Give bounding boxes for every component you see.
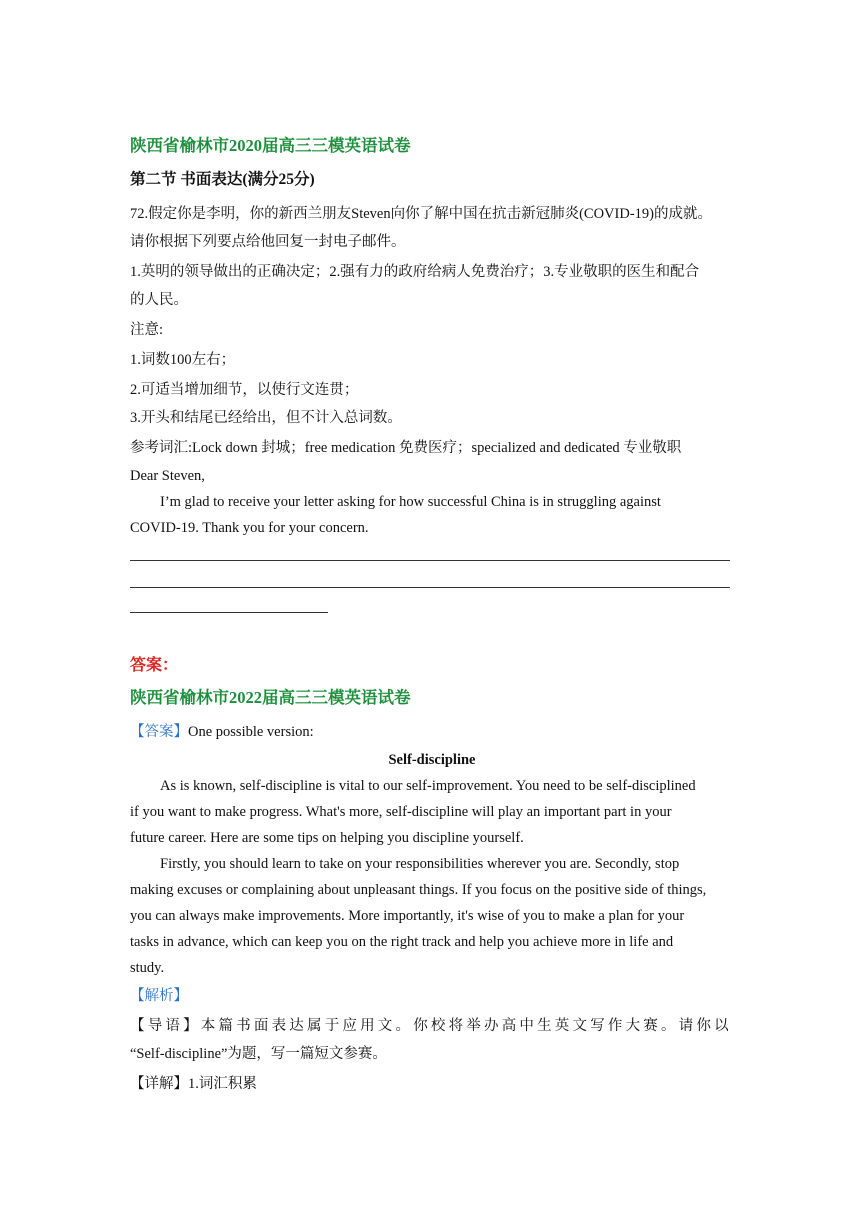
note-item: 2.可适当增加细节，以使行文连贯； xyxy=(130,382,359,398)
prompt-line: 请你根据下列要点给他回复一封电子邮件。 xyxy=(130,234,406,250)
answer-blank-line xyxy=(130,612,328,613)
answer-exam-title: 陕西省榆林市2022届高三三模英语试卷 xyxy=(130,688,411,707)
note-item: 3.开头和结尾已经给出，但不计入总词数。 xyxy=(130,410,402,426)
essay-line: future career. Here are some tips on helping you discipline yourself. xyxy=(130,830,524,846)
exam-title: 陕西省榆林市2020届高三三模英语试卷 xyxy=(130,136,411,155)
points-line: 1.英明的领导做出的正确决定；2.强有力的政府给病人免费治疗；3.专业敬职的医生和配合 xyxy=(130,264,700,280)
answer-bracket-label: 【答案】 xyxy=(130,724,188,740)
essay-line: study. xyxy=(130,960,165,976)
guide-line: “Self-discipline”为题，写一篇短文参赛。 xyxy=(130,1046,387,1062)
section-heading: 第二节 书面表达(满分25分) xyxy=(130,171,315,188)
essay-line: Firstly, you should learn to take on your responsibilities wherever you are. Secondly, stop xyxy=(160,856,680,872)
essay-line: tasks in advance, which can keep you on the right track and help you achieve more in life and xyxy=(130,934,674,950)
answer-intro xyxy=(130,722,314,742)
possible-version-text: One possible version: xyxy=(188,724,314,740)
prompt-line: 72.假定你是李明，你的新西兰朋友Steven向你了解中国在抗击新冠肺炎(COVID-19)的成就。 xyxy=(130,206,712,222)
answer-blank-line xyxy=(130,587,730,588)
answer-blank-line xyxy=(130,560,730,561)
guide-line: 【导语】本篇书面表达属于应用文。你校将举办高中生英文写作大赛。请你以 xyxy=(130,1018,732,1034)
vocab-line: 参考词汇:Lock down 封城；free medication 免费医疗；specialized and dedicated 专业敬职 xyxy=(130,440,682,456)
essay-line: making excuses or complaining about unpleasant things. If you focus on the positive side of things, xyxy=(130,882,707,898)
analysis-label: 【解析】 xyxy=(130,988,188,1004)
essay-title: Self-discipline xyxy=(388,752,476,768)
letter-line: I’m glad to receive your letter asking for how successful China is in struggling against xyxy=(160,494,661,510)
answer-label: 答案： xyxy=(130,657,179,674)
note-item: 1.词数100左右； xyxy=(130,352,236,368)
letter-salutation: Dear Steven, xyxy=(130,468,205,484)
points-line: 的人民。 xyxy=(130,292,188,308)
letter-line: COVID-19. Thank you for your concern. xyxy=(130,520,369,536)
essay-line: As is known, self-discipline is vital to our self-improvement. You need to be self-disciplined xyxy=(160,778,696,794)
detail-line: 【详解】1.词汇积累 xyxy=(130,1076,257,1092)
essay-line: you can always make improvements. More importantly, it's wise of you to make a plan for your xyxy=(130,908,685,924)
essay-line: if you want to make progress. What's more, self-discipline will play an important part in your xyxy=(130,804,672,820)
note-label: 注意: xyxy=(130,322,164,338)
